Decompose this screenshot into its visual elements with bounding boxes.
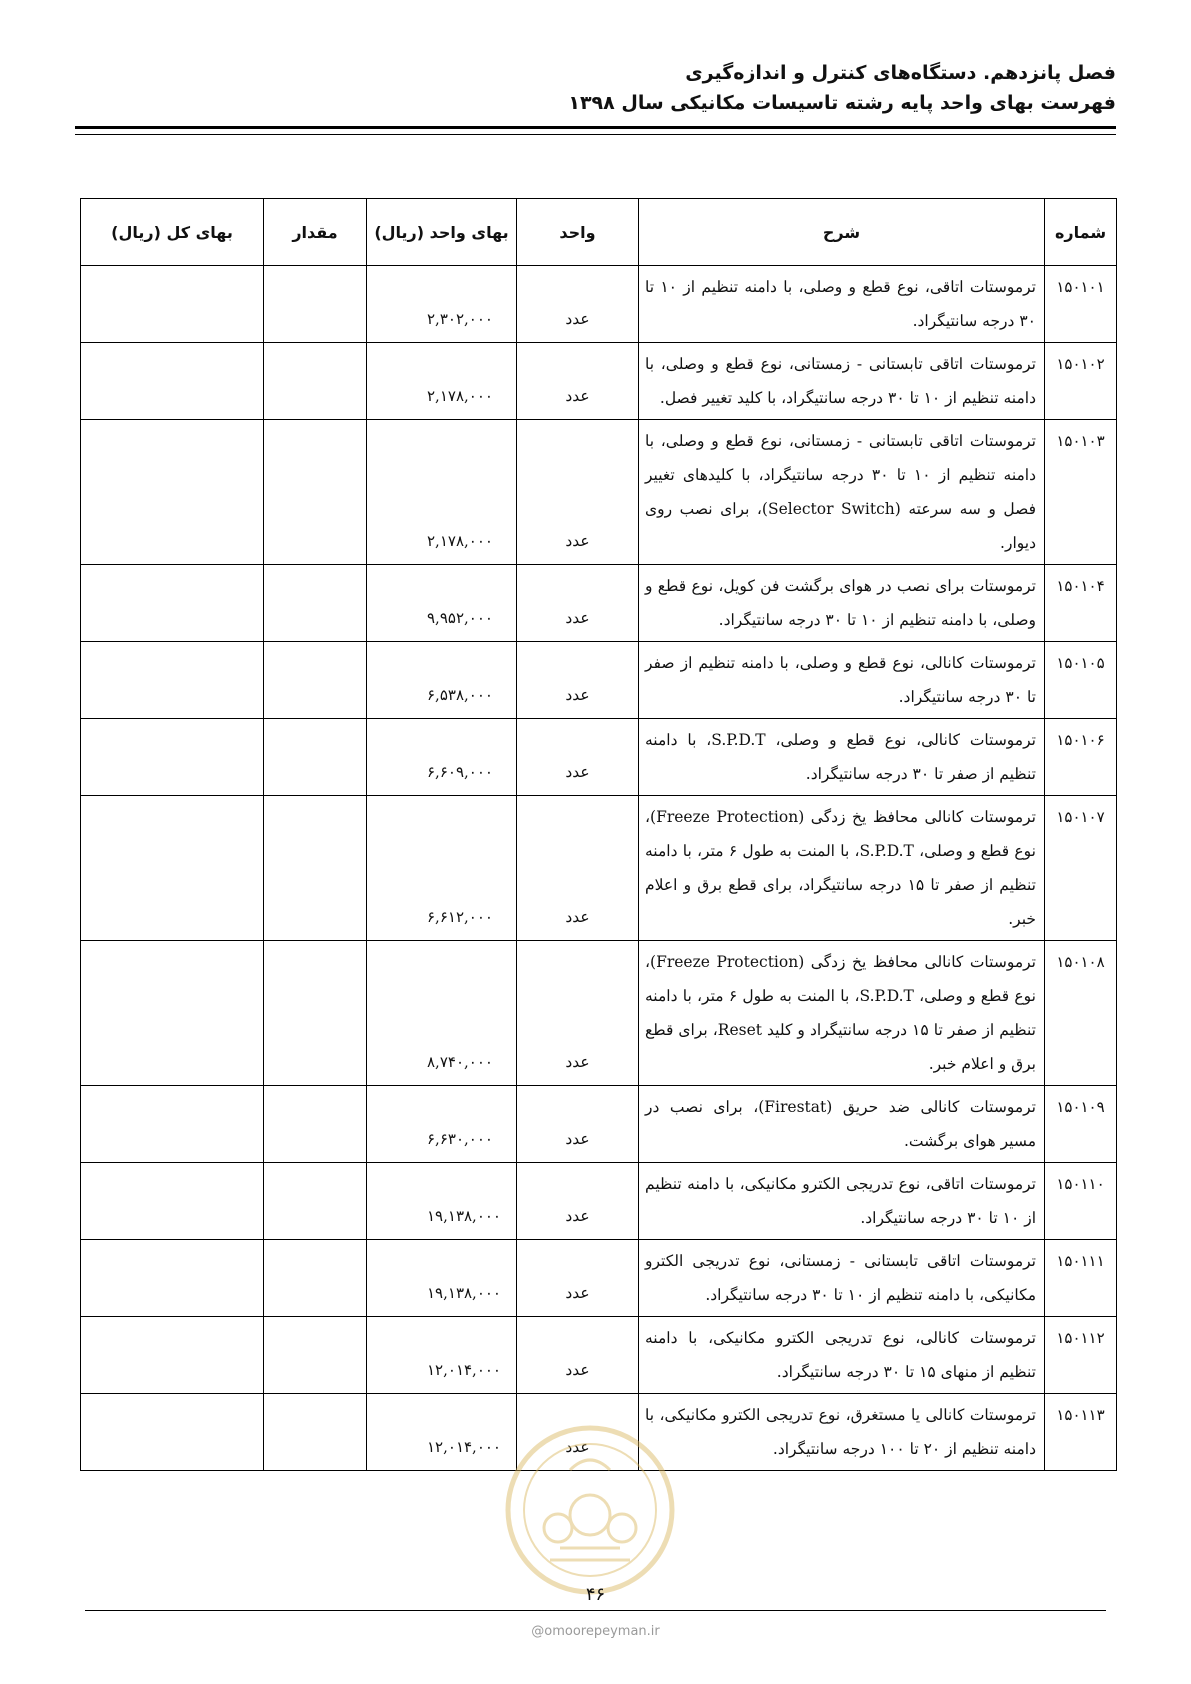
- column-header-unit: واحد: [517, 199, 639, 266]
- item-quantity: [264, 1394, 367, 1471]
- site-tag: @omoorepeyman.ir: [531, 1624, 660, 1639]
- item-total-price: [81, 1317, 264, 1394]
- item-unit: عدد: [517, 420, 639, 565]
- item-code: ۱۵۰۱۱۰: [1045, 1163, 1117, 1240]
- item-code: ۱۵۰۱۰۸: [1045, 941, 1117, 1086]
- item-code: ۱۵۰۱۱۲: [1045, 1317, 1117, 1394]
- item-description: ترموستات اتاقی، نوع تدریجی الکترو مکانیکی، با دامنه تنظیم از ۱۰ تا ۳۰ درجه سانتیگراد.: [639, 1163, 1045, 1240]
- table-row: [81, 719, 1117, 796]
- item-unit-price: ۲,۱۷۸,۰۰۰: [367, 343, 517, 420]
- price-table: [80, 198, 1117, 1471]
- item-unit: عدد: [517, 1394, 639, 1471]
- item-total-price: [81, 565, 264, 642]
- item-unit-price: ۸,۷۴۰,۰۰۰: [367, 941, 517, 1086]
- item-unit-price: ۱۹,۱۳۸,۰۰۰: [367, 1163, 517, 1240]
- item-description: ترموستات کانالی محافظ یخ زدگی (Freeze Protection)، نوع قطع و وصلی، S.P.D.T، با المنت به طول ۶ متر، با دامنه تنظیم از صفر تا ۱۵ درجه سانتیگراد، برای قطع برق و اعلام خبر.: [639, 796, 1045, 941]
- table-row: [81, 1086, 1117, 1163]
- item-code: ۱۵۰۱۱۳: [1045, 1394, 1117, 1471]
- table-row: [81, 1394, 1117, 1471]
- table-row: [81, 343, 1117, 420]
- item-quantity: [264, 642, 367, 719]
- item-unit: عدد: [517, 796, 639, 941]
- table-row: [81, 941, 1117, 1086]
- item-unit-price: ۶,۶۳۰,۰۰۰: [367, 1086, 517, 1163]
- item-unit: عدد: [517, 642, 639, 719]
- item-unit-price: ۱۹,۱۳۸,۰۰۰: [367, 1240, 517, 1317]
- item-description: ترموستات اتاقی، نوع قطع و وصلی، با دامنه تنظیم از ۱۰ تا ۳۰ درجه سانتیگراد.: [639, 266, 1045, 343]
- item-quantity: [264, 1086, 367, 1163]
- item-description: ترموستات اتاقی تابستانی - زمستانی، نوع تدریجی الکترو مکانیکی، با دامنه تنظیم از ۱۰ تا ۳۰ درجه سانتیگراد.: [639, 1240, 1045, 1317]
- item-code: ۱۵۰۱۰۴: [1045, 565, 1117, 642]
- item-unit-price: ۱۲,۰۱۴,۰۰۰: [367, 1317, 517, 1394]
- item-quantity: [264, 420, 367, 565]
- item-quantity: [264, 1317, 367, 1394]
- item-description: ترموستات کانالی یا مستغرق، نوع تدریجی الکترو مکانیکی، با دامنه تنظیم از ۲۰ تا ۱۰۰ درجه سانتیگراد.: [639, 1394, 1045, 1471]
- item-quantity: [264, 266, 367, 343]
- item-code: ۱۵۰۱۰۲: [1045, 343, 1117, 420]
- table-header: [81, 199, 1117, 266]
- item-unit: عدد: [517, 565, 639, 642]
- chapter-title: فصل پانزدهم. دستگاه‌های کنترل و اندازه‌گیری: [685, 62, 1116, 84]
- column-header-unit-price: بهای واحد (ریال): [367, 199, 517, 266]
- item-unit-price: ۱۲,۰۱۴,۰۰۰: [367, 1394, 517, 1471]
- item-quantity: [264, 1163, 367, 1240]
- item-code: ۱۵۰۱۰۱: [1045, 266, 1117, 343]
- item-unit: عدد: [517, 719, 639, 796]
- column-header-quantity: مقدار: [264, 199, 367, 266]
- item-description: ترموستات کانالی، نوع قطع و وصلی، S.P.D.T، با دامنه تنظیم از صفر تا ۳۰ درجه سانتیگراد.: [639, 719, 1045, 796]
- column-header-code: شماره: [1045, 199, 1117, 266]
- table-row: [81, 565, 1117, 642]
- item-quantity: [264, 565, 367, 642]
- item-total-price: [81, 719, 264, 796]
- item-description: ترموستات کانالی محافظ یخ زدگی (Freeze Protection)، نوع قطع و وصلی، S.P.D.T، با المنت به طول ۶ متر، با دامنه تنظیم از صفر تا ۱۵ درجه سانتیگراد و کلید Reset، برای قطع برق و اعلام خبر.: [639, 941, 1045, 1086]
- item-description: ترموستات برای نصب در هوای برگشت فن کویل، نوع قطع و وصلی، با دامنه تنظیم از ۱۰ تا ۳۰ درجه سانتیگراد.: [639, 565, 1045, 642]
- item-quantity: [264, 941, 367, 1086]
- table-row: [81, 266, 1117, 343]
- item-unit: عدد: [517, 1317, 639, 1394]
- item-quantity: [264, 1240, 367, 1317]
- item-unit-price: ۶,۶۱۲,۰۰۰: [367, 796, 517, 941]
- page-header: [75, 58, 1116, 118]
- item-total-price: [81, 642, 264, 719]
- item-unit: عدد: [517, 1240, 639, 1317]
- item-total-price: [81, 266, 264, 343]
- item-description: ترموستات کانالی، نوع تدریجی الکترو مکانیکی، با دامنه تنظیم از منهای ۱۵ تا ۳۰ درجه سانتیگراد.: [639, 1317, 1045, 1394]
- item-unit-price: ۹,۹۵۲,۰۰۰: [367, 565, 517, 642]
- item-code: ۱۵۰۱۰۶: [1045, 719, 1117, 796]
- footer-rule: [85, 1610, 1106, 1611]
- item-description: ترموستات اتاقی تابستانی - زمستانی، نوع قطع و وصلی، با دامنه تنظیم از ۱۰ تا ۳۰ درجه سانتیگراد، با کلید تغییر فصل.: [639, 343, 1045, 420]
- table-row: [81, 1163, 1117, 1240]
- item-description: ترموستات کانالی، نوع قطع و وصلی، با دامنه تنظیم از صفر تا ۳۰ درجه سانتیگراد.: [639, 642, 1045, 719]
- item-unit: عدد: [517, 1086, 639, 1163]
- item-total-price: [81, 420, 264, 565]
- column-header-description: شرح: [639, 199, 1045, 266]
- table-row: [81, 796, 1117, 941]
- table-body: [81, 266, 1117, 1471]
- item-quantity: [264, 796, 367, 941]
- item-code: ۱۵۰۱۱۱: [1045, 1240, 1117, 1317]
- item-code: ۱۵۰۱۰۳: [1045, 420, 1117, 565]
- item-total-price: [81, 1086, 264, 1163]
- item-code: ۱۵۰۱۰۵: [1045, 642, 1117, 719]
- table-row: [81, 1240, 1117, 1317]
- table-row: [81, 642, 1117, 719]
- item-total-price: [81, 941, 264, 1086]
- item-code: ۱۵۰۱۰۹: [1045, 1086, 1117, 1163]
- item-unit: عدد: [517, 1163, 639, 1240]
- item-code: ۱۵۰۱۰۷: [1045, 796, 1117, 941]
- item-unit-price: ۲,۱۷۸,۰۰۰: [367, 420, 517, 565]
- price-list-title: فهرست بهای واحد پایه رشته تاسیسات مکانیکی سال ۱۳۹۸: [568, 92, 1116, 114]
- item-total-price: [81, 1240, 264, 1317]
- table-row: [81, 1317, 1117, 1394]
- item-unit: عدد: [517, 343, 639, 420]
- item-unit-price: ۶,۶۰۹,۰۰۰: [367, 719, 517, 796]
- item-unit-price: ۲,۳۰۲,۰۰۰: [367, 266, 517, 343]
- item-quantity: [264, 343, 367, 420]
- item-description: ترموستات کانالی ضد حریق (Firestat)، برای نصب در مسیر هوای برگشت.: [639, 1086, 1045, 1163]
- page-number: ۴۶: [585, 1584, 606, 1605]
- item-quantity: [264, 719, 367, 796]
- item-description: ترموستات اتاقی تابستانی - زمستانی، نوع قطع و وصلی، با دامنه تنظیم از ۱۰ تا ۳۰ درجه سانتیگراد، با کلیدهای تغییر فصل و سه سرعته (Selector Switch)، برای نصب روی دیوار.: [639, 420, 1045, 565]
- column-header-total-price: بهای کل (ریال): [81, 199, 264, 266]
- item-total-price: [81, 1163, 264, 1240]
- item-total-price: [81, 343, 264, 420]
- item-total-price: [81, 1394, 264, 1471]
- table-row: [81, 420, 1117, 565]
- header-double-rule: [75, 126, 1116, 135]
- item-unit-price: ۶,۵۳۸,۰۰۰: [367, 642, 517, 719]
- item-unit: عدد: [517, 941, 639, 1086]
- item-unit: عدد: [517, 266, 639, 343]
- item-total-price: [81, 796, 264, 941]
